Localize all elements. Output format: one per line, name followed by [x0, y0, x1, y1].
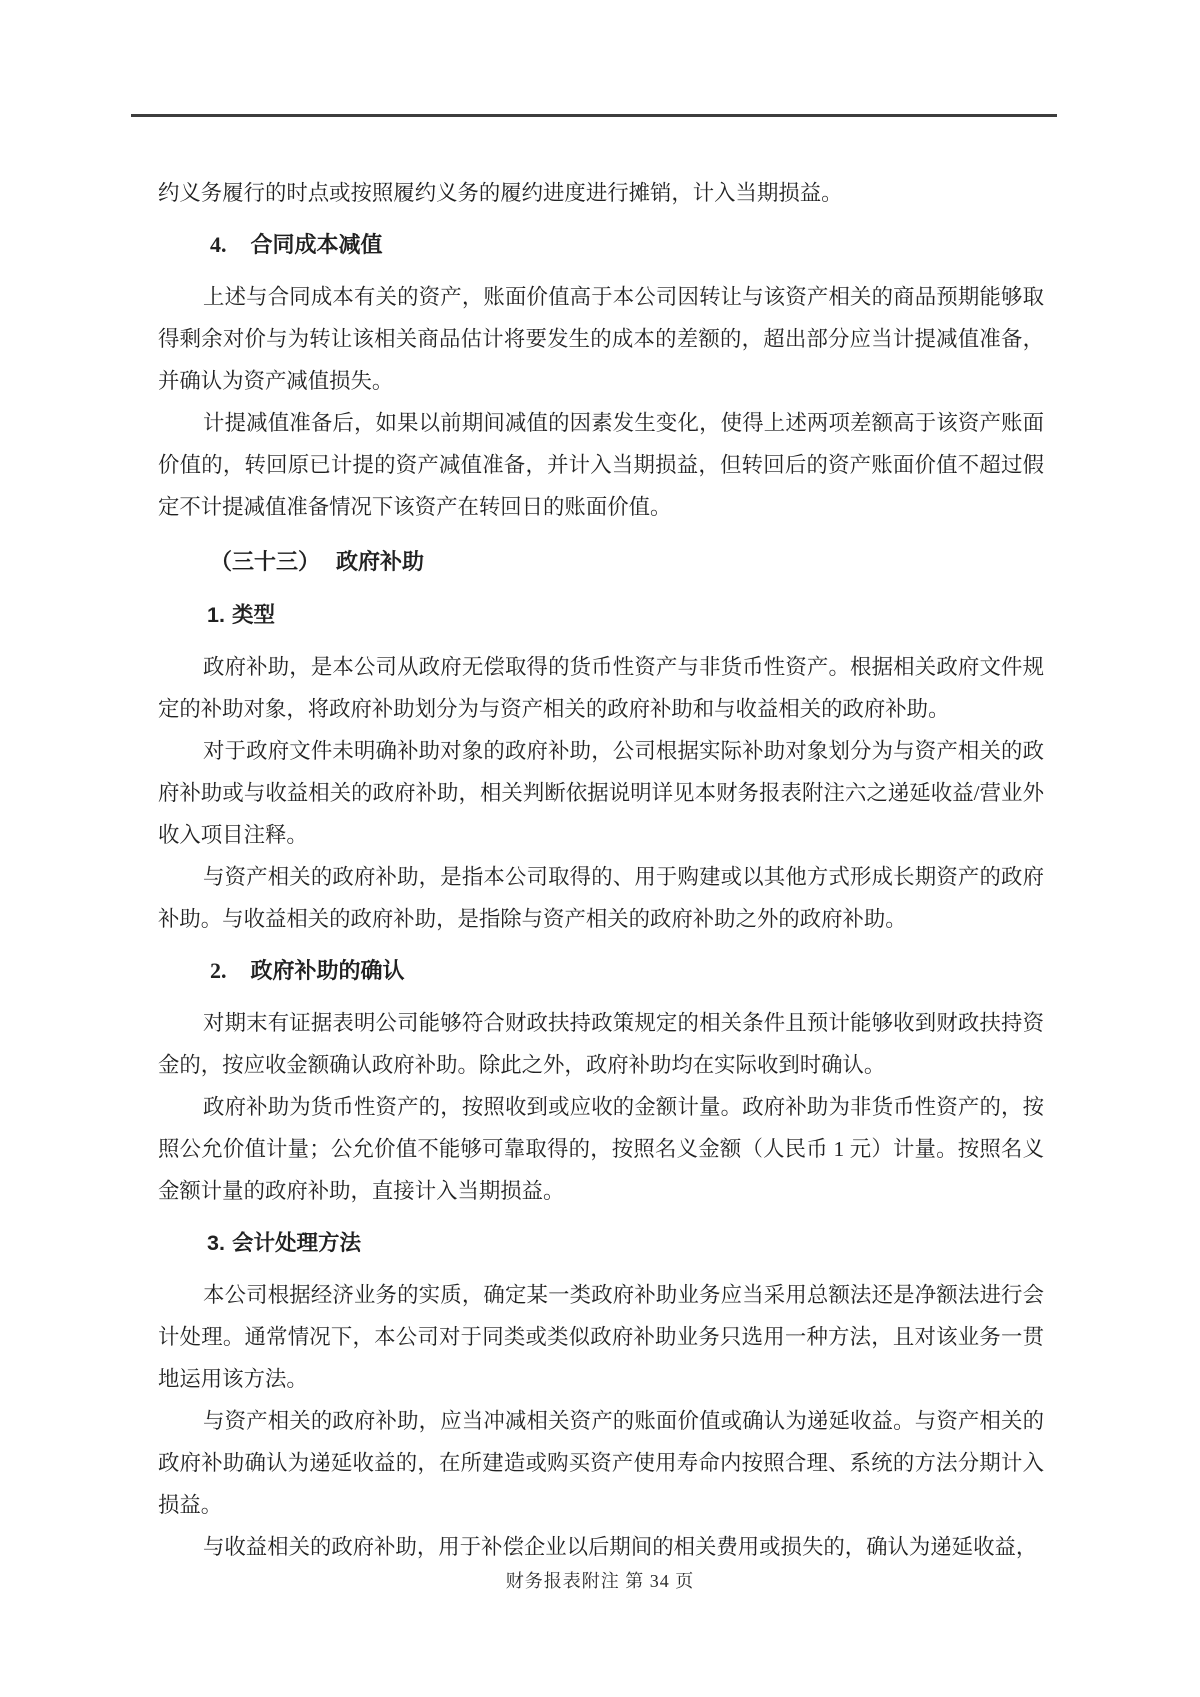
paragraph-amortization-continued: 约义务履行的时点或按照履约义务的履约进度进行摊销，计入当期损益。 — [158, 181, 843, 205]
heading-number: 4. — [210, 232, 227, 257]
header-rule — [131, 114, 1057, 117]
paragraph-asset-income-grants: 与资产相关的政府补助，是指本公司取得的、用于购建或以其他方式形成长期资产的政府补助。与收益相关的政府补助，是指除与资产相关的政府补助之外的政府补助。 — [158, 865, 1044, 931]
document-body — [158, 172, 1044, 1568]
paragraph-impairment-reversal: 计提减值准备后，如果以前期间减值的因素发生变化，使得上述两项差额高于该资产账面价值的，转回原已计提的资产减值准备，并计入当期损益，但转回后的资产账面价值不超过假定不计提减值准备情况下该资产在转回日的账面价值。 — [158, 411, 1044, 519]
heading-title: 合同成本减值 — [250, 232, 383, 257]
heading-number: （三十三） — [210, 549, 321, 574]
heading-title: 会计处理方法 — [231, 1231, 361, 1255]
heading-grant-types — [158, 593, 1044, 637]
heading-number: 2. — [210, 958, 227, 983]
heading-title: 政府补助的确认 — [250, 958, 405, 983]
paragraph-impairment-provision: 上述与合同成本有关的资产，账面价值高于本公司因转让与该资产相关的商品预期能够取得剩余对价与为转让该相关商品估计将要发生的成本的差额的，超出部分应当计提减值准备，并确认为资产减值损失。 — [158, 285, 1044, 393]
heading-title: 类型 — [231, 603, 275, 627]
heading-accounting-treatment — [158, 1221, 1044, 1265]
paragraph-asset-grant-treatment: 与资产相关的政府补助，应当冲减相关资产的账面价值或确认为递延收益。与资产相关的政府补助确认为递延收益的，在所建造或购买资产使用寿命内按照合理、系统的方法分期计入损益。 — [158, 1409, 1044, 1517]
heading-grant-recognition — [158, 949, 1044, 993]
paragraph-income-grant-treatment: 与收益相关的政府补助，用于补偿企业以后期间的相关费用或损失的，确认为递延收益， — [203, 1535, 1038, 1559]
paragraph-grant-definition: 政府补助，是本公司从政府无偿取得的货币性资产与非货币性资产。根据相关政府文件规定的补助对象，将政府补助划分为与资产相关的政府补助和与收益相关的政府补助。 — [158, 655, 1044, 721]
paragraph-grant-classification: 对于政府文件未明确补助对象的政府补助，公司根据实际补助对象划分为与资产相关的政府补助或与收益相关的政府补助，相关判断依据说明详见本财务报表附注六之递延收益/营业外收入项目注释。 — [158, 739, 1044, 847]
paragraph-grant-measurement: 政府补助为货币性资产的，按照收到或应收的金额计量。政府补助为非货币性资产的，按照公允价值计量；公允价值不能够可靠取得的，按照名义金额（人民币 1 元）计量。按照名义金额计量的政府补助，直接计入当期损益。 — [158, 1095, 1044, 1203]
heading-title: 政府补助 — [336, 549, 425, 574]
heading-number: 3. — [207, 1231, 225, 1255]
heading-government-grants — [158, 540, 1044, 584]
paragraph-gross-net-method: 本公司根据经济业务的实质，确定某一类政府补助业务应当采用总额法还是净额法进行会计处理。通常情况下，本公司对于同类或类似政府补助业务只选用一种方法，且对该业务一贯地运用该方法。 — [158, 1283, 1044, 1391]
heading-number: 1. — [207, 603, 225, 627]
heading-contract-cost-impairment — [158, 223, 1044, 267]
page-footer: 财务报表附注 第 34 页 — [505, 1571, 695, 1591]
paragraph-recognition-conditions: 对期末有证据表明公司能够符合财政扶持政策规定的相关条件且预计能够收到财政扶持资金的，按应收金额确认政府补助。除此之外，政府补助均在实际收到时确认。 — [158, 1011, 1044, 1077]
